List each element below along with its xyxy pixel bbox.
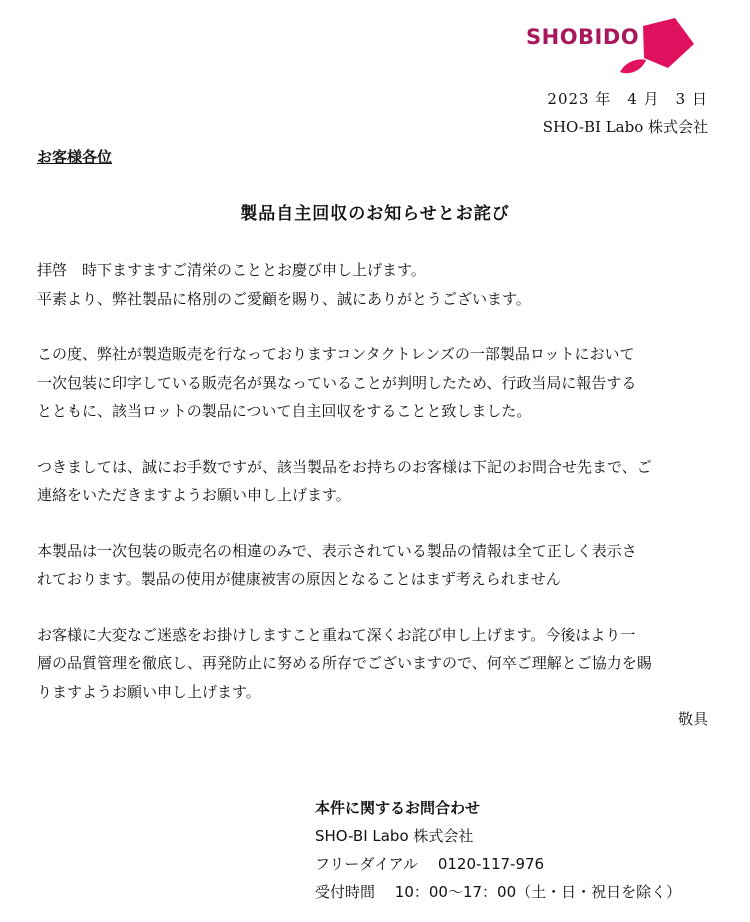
text-line: つきましては、誠にお手数ですが、該当製品をお持ちのお客様は下記のお問合せ先まで、ご — [37, 457, 652, 476]
document-date: 2023 年 4 月 3 日 — [547, 90, 708, 108]
paragraph-recall-notice — [37, 340, 717, 426]
contact-hours-row — [315, 878, 681, 906]
text-line: 連絡をいただきますようお願い申し上げます。 — [37, 486, 351, 504]
addressee: お客様各位 — [37, 148, 113, 166]
text-line: 本製品は一次包装の販売名の相違のみで、表示されている製品の情報は全て正しく表示さ — [37, 541, 637, 560]
contact-company: SHO-BI Labo 株式会社 — [315, 827, 474, 845]
paragraph-safety-info — [37, 537, 717, 594]
logo-wordmark: SHOBIDO — [526, 25, 640, 49]
text-line: れております。製品の使用が健康被害の原因となることはまず考えられません — [37, 570, 561, 588]
text-line: りますようお願い申し上げます。 — [37, 682, 261, 701]
contact-phone-row — [315, 850, 681, 878]
text-line: 一次包装に印字している販売名が異なっていることが判明したため、行政当局に報告する — [37, 373, 637, 392]
text-line: 拝啓 時下ますますご清栄のこととお慶び申し上げます。 — [37, 261, 426, 279]
text-line: お客様に大変なご迷惑をお掛けしますこと重ねて深くお詫び申し上げます。今後はより一 — [37, 625, 636, 644]
paragraph-apology — [37, 621, 717, 707]
text-line: とともに、該当ロットの製品について自主回収をすることと致しました。 — [37, 402, 532, 420]
hours-value: 10：00～17：00（土・日・祝日を除く） — [394, 883, 682, 901]
contact-heading: 本件に関するお問合わせ — [315, 799, 481, 817]
pentagon-leaf-logo-icon — [618, 14, 700, 80]
letter-body — [37, 256, 717, 733]
text-line: この度、弊社が製造販売を行なっておりますコンタクトレンズの一部製品ロットにおいて — [37, 345, 635, 363]
paragraph-greeting — [37, 256, 717, 313]
phone-number[interactable]: 0120-117-976 — [437, 855, 545, 873]
contact-block — [315, 794, 681, 906]
shobido-logo — [520, 14, 700, 80]
text-line: 平素より、弊社製品に格別のご愛顧を賜り、誠にありがとうございます。 — [37, 289, 531, 308]
hours-label: 受付時間 — [315, 883, 376, 901]
paragraph-request-contact — [37, 453, 717, 510]
closing-remark: 敬具 — [677, 710, 708, 728]
sender-company: SHO-BI Labo 株式会社 — [542, 118, 708, 136]
document-title: 製品自主回収のお知らせとお詫び — [240, 204, 510, 224]
text-line: 層の品質管理を徹底し、再発防止に努める所存でございますので、何卒ご理解とご協力を賜 — [37, 654, 652, 672]
phone-label: フリーダイアル — [315, 855, 419, 873]
